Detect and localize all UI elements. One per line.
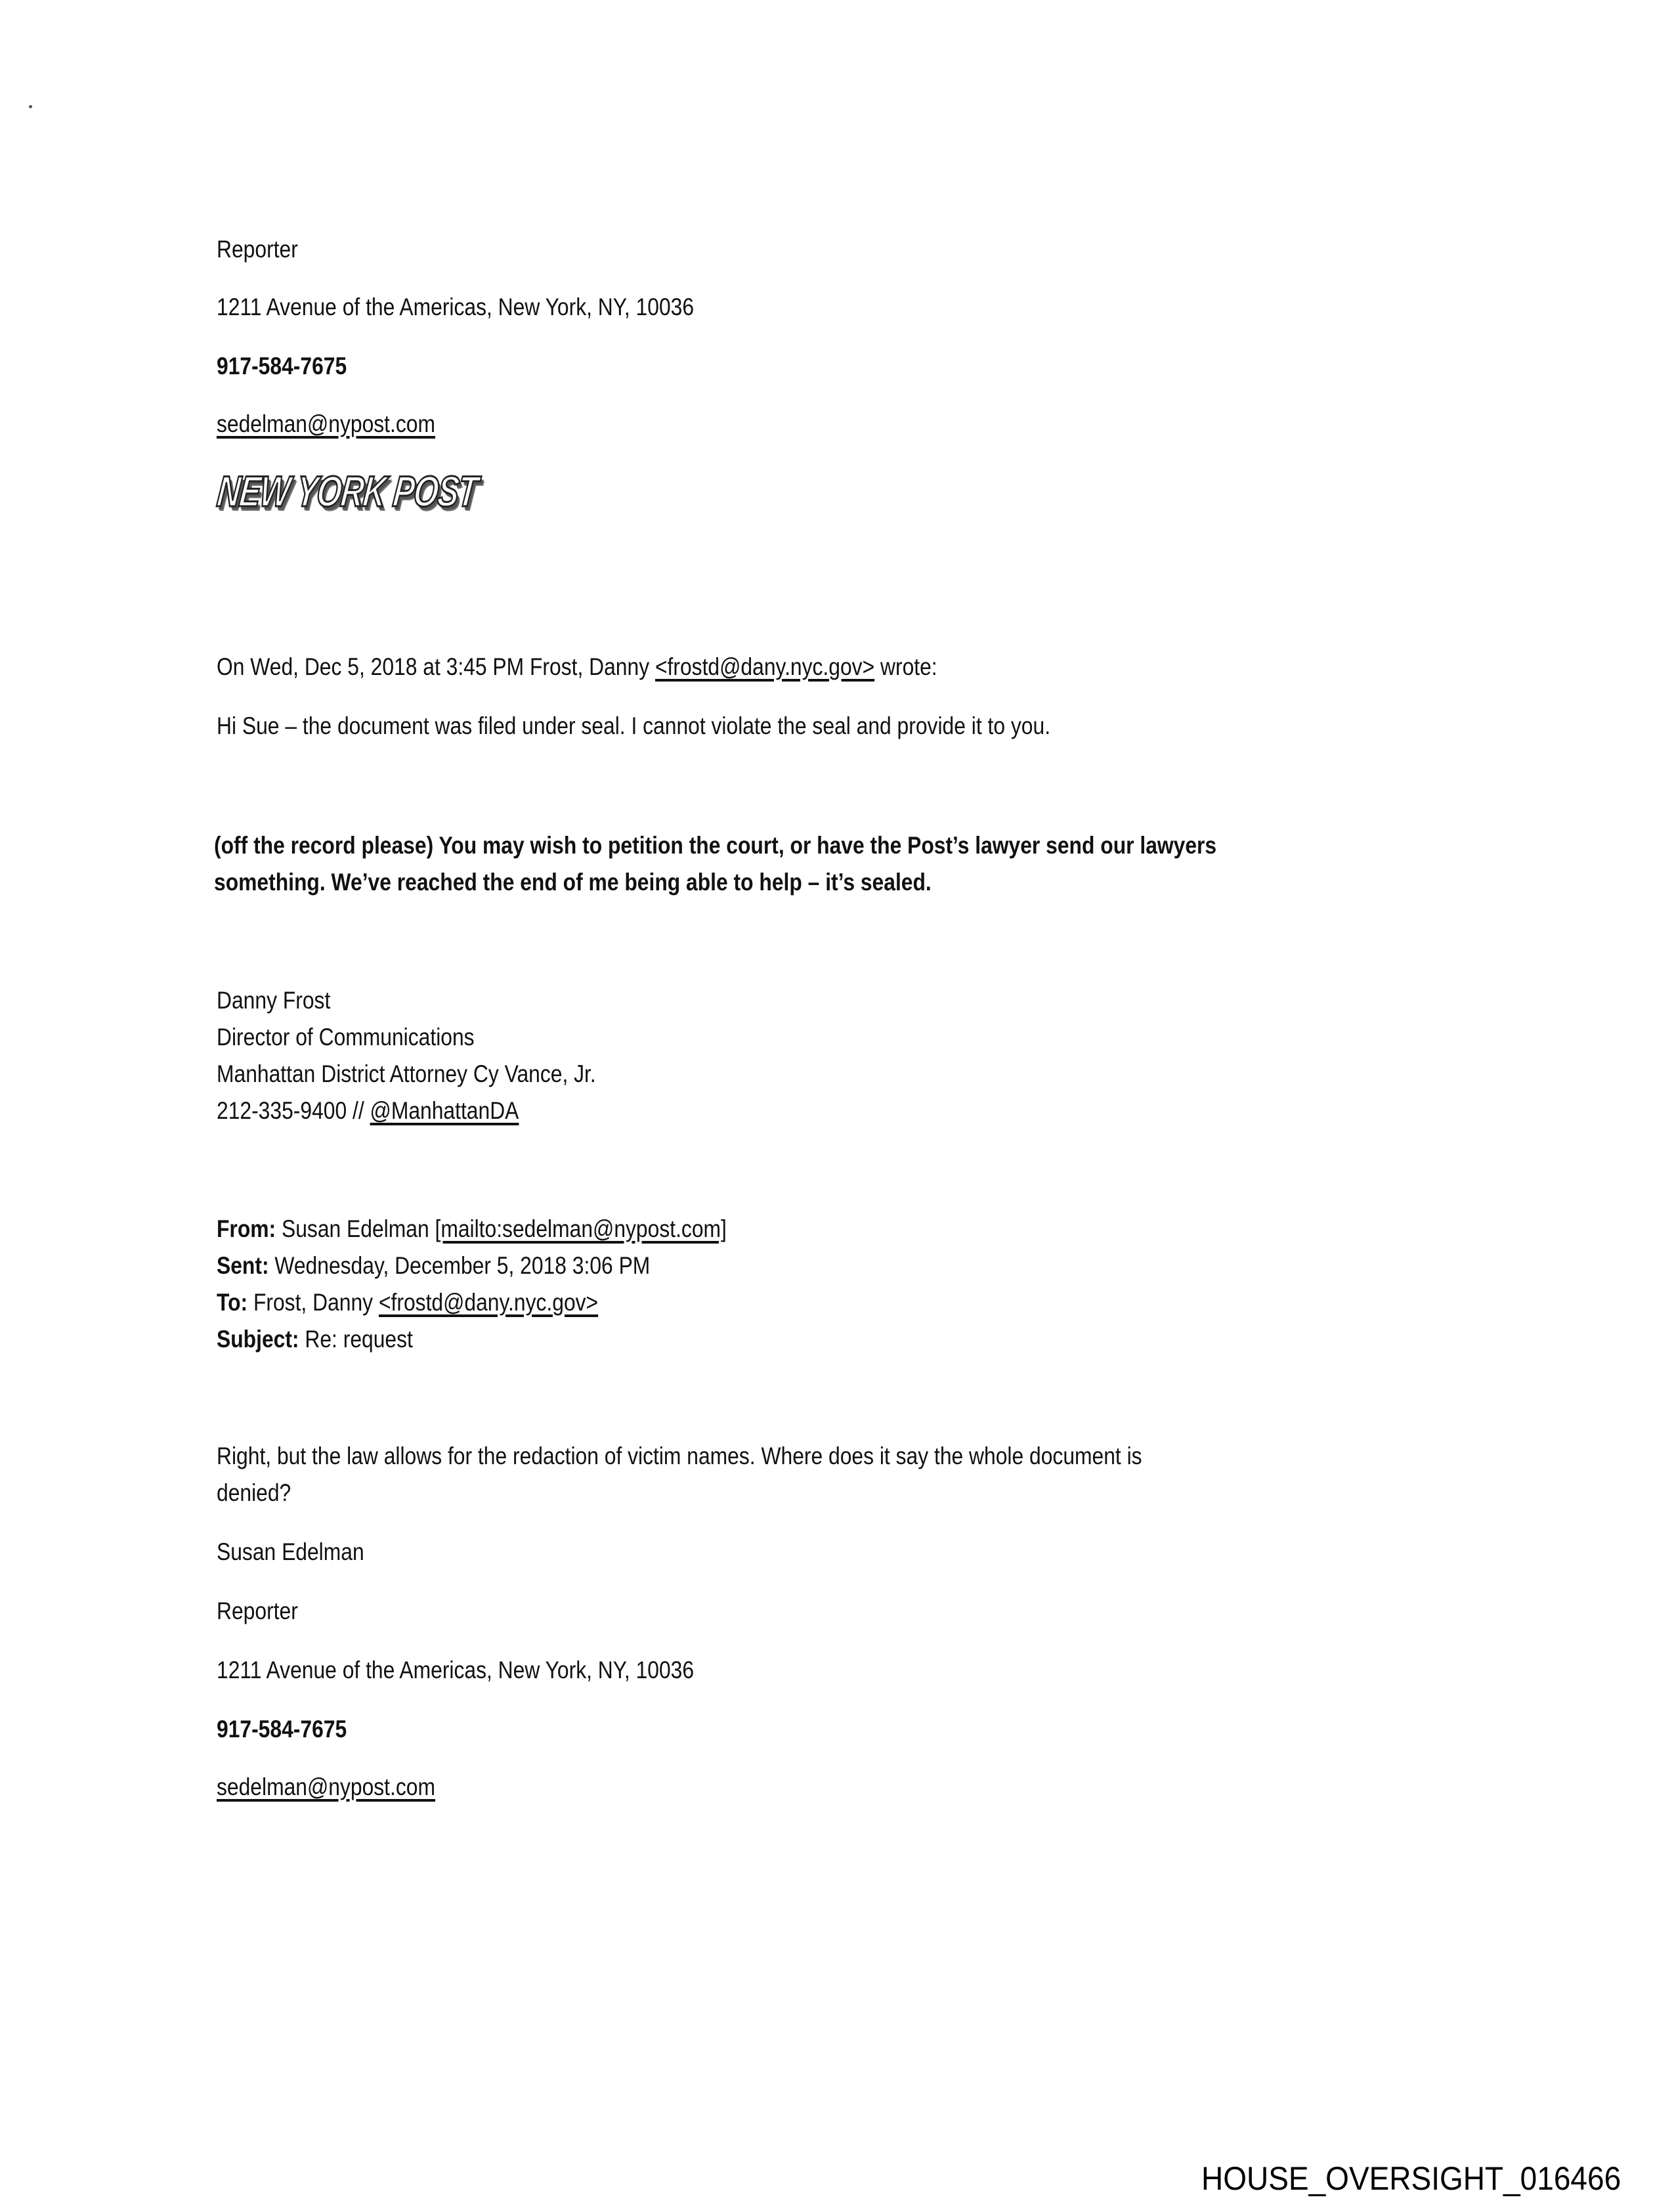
frost-signature-contact <box>217 1096 519 1125</box>
edelman-signature-email[interactable] <box>217 1773 435 1802</box>
reply-header-email-link[interactable]: <frostd@dany.nyc.gov> <box>655 653 875 680</box>
original-sent <box>217 1251 650 1280</box>
top-signature-address: 1211 Avenue of the Americas, New York, NY, 10036 <box>217 293 695 320</box>
from-name: Susan Edelman <box>276 1215 435 1242</box>
reply-offrecord-line-2: something. We’ve reached the end of me being able to help – it’s sealed. <box>214 869 932 896</box>
top-signature-title: Reporter <box>217 236 298 263</box>
sent-value: Wednesday, December 5, 2018 3:06 PM <box>268 1252 651 1279</box>
reply-header-suffix: wrote: <box>874 653 937 680</box>
frost-signature-phone: 212-335-9400 // <box>217 1097 370 1124</box>
original-body-line-1: Right, but the law allows for the redaction of victim names. Where does it say the whole document is <box>217 1442 1142 1469</box>
edelman-signature-title: Reporter <box>217 1597 298 1624</box>
original-to <box>217 1288 598 1317</box>
reply-body-line: Hi Sue – the document was filed under seal. I cannot violate the seal and provide it to you. <box>217 712 1051 739</box>
from-label: From: <box>217 1215 276 1242</box>
top-signature-email-link[interactable]: sedelman@nypost.com <box>217 410 435 437</box>
original-subject <box>217 1325 413 1354</box>
frost-signature-handle-link[interactable]: @ManhattanDA <box>370 1097 519 1124</box>
edelman-signature-phone: 917-584-7675 <box>217 1716 347 1743</box>
bates-number: HOUSE_OVERSIGHT_016466 <box>1201 2160 1621 2197</box>
frost-signature-org: Manhattan District Attorney Cy Vance, Jr. <box>217 1060 596 1087</box>
from-email-link[interactable]: [mailto:sedelman@nypost.com] <box>435 1215 727 1242</box>
top-signature-email[interactable] <box>217 410 435 439</box>
to-email-link[interactable]: <frostd@dany.nyc.gov> <box>378 1289 599 1316</box>
frost-signature-name: Danny Frost <box>217 987 331 1014</box>
edelman-signature-name: Susan Edelman <box>217 1538 364 1565</box>
to-name: Frost, Danny <box>247 1289 379 1316</box>
scan-speck <box>29 105 32 108</box>
reply-offrecord-line-1: (off the record please) You may wish to petition the court, or have the Post’s lawyer send our lawyers <box>214 832 1217 859</box>
subject-value: Re: request <box>299 1326 413 1353</box>
top-signature-phone: 917-584-7675 <box>217 353 347 380</box>
to-label: To: <box>217 1289 248 1316</box>
edelman-signature-email-link[interactable]: sedelman@nypost.com <box>217 1773 435 1800</box>
reply-header <box>217 653 937 682</box>
original-body-line-2: denied? <box>217 1479 291 1506</box>
reply-header-prefix: On Wed, Dec 5, 2018 at 3:45 PM Frost, Danny <box>217 653 655 680</box>
original-from <box>217 1215 727 1244</box>
new-york-post-logo <box>215 467 509 515</box>
edelman-signature-address: 1211 Avenue of the Americas, New York, NY, 10036 <box>217 1657 695 1683</box>
subject-label: Subject: <box>217 1326 299 1353</box>
logo-text: NEW YORK POST <box>215 467 480 515</box>
sent-label: Sent: <box>217 1252 269 1279</box>
frost-signature-title: Director of Communications <box>217 1024 475 1051</box>
